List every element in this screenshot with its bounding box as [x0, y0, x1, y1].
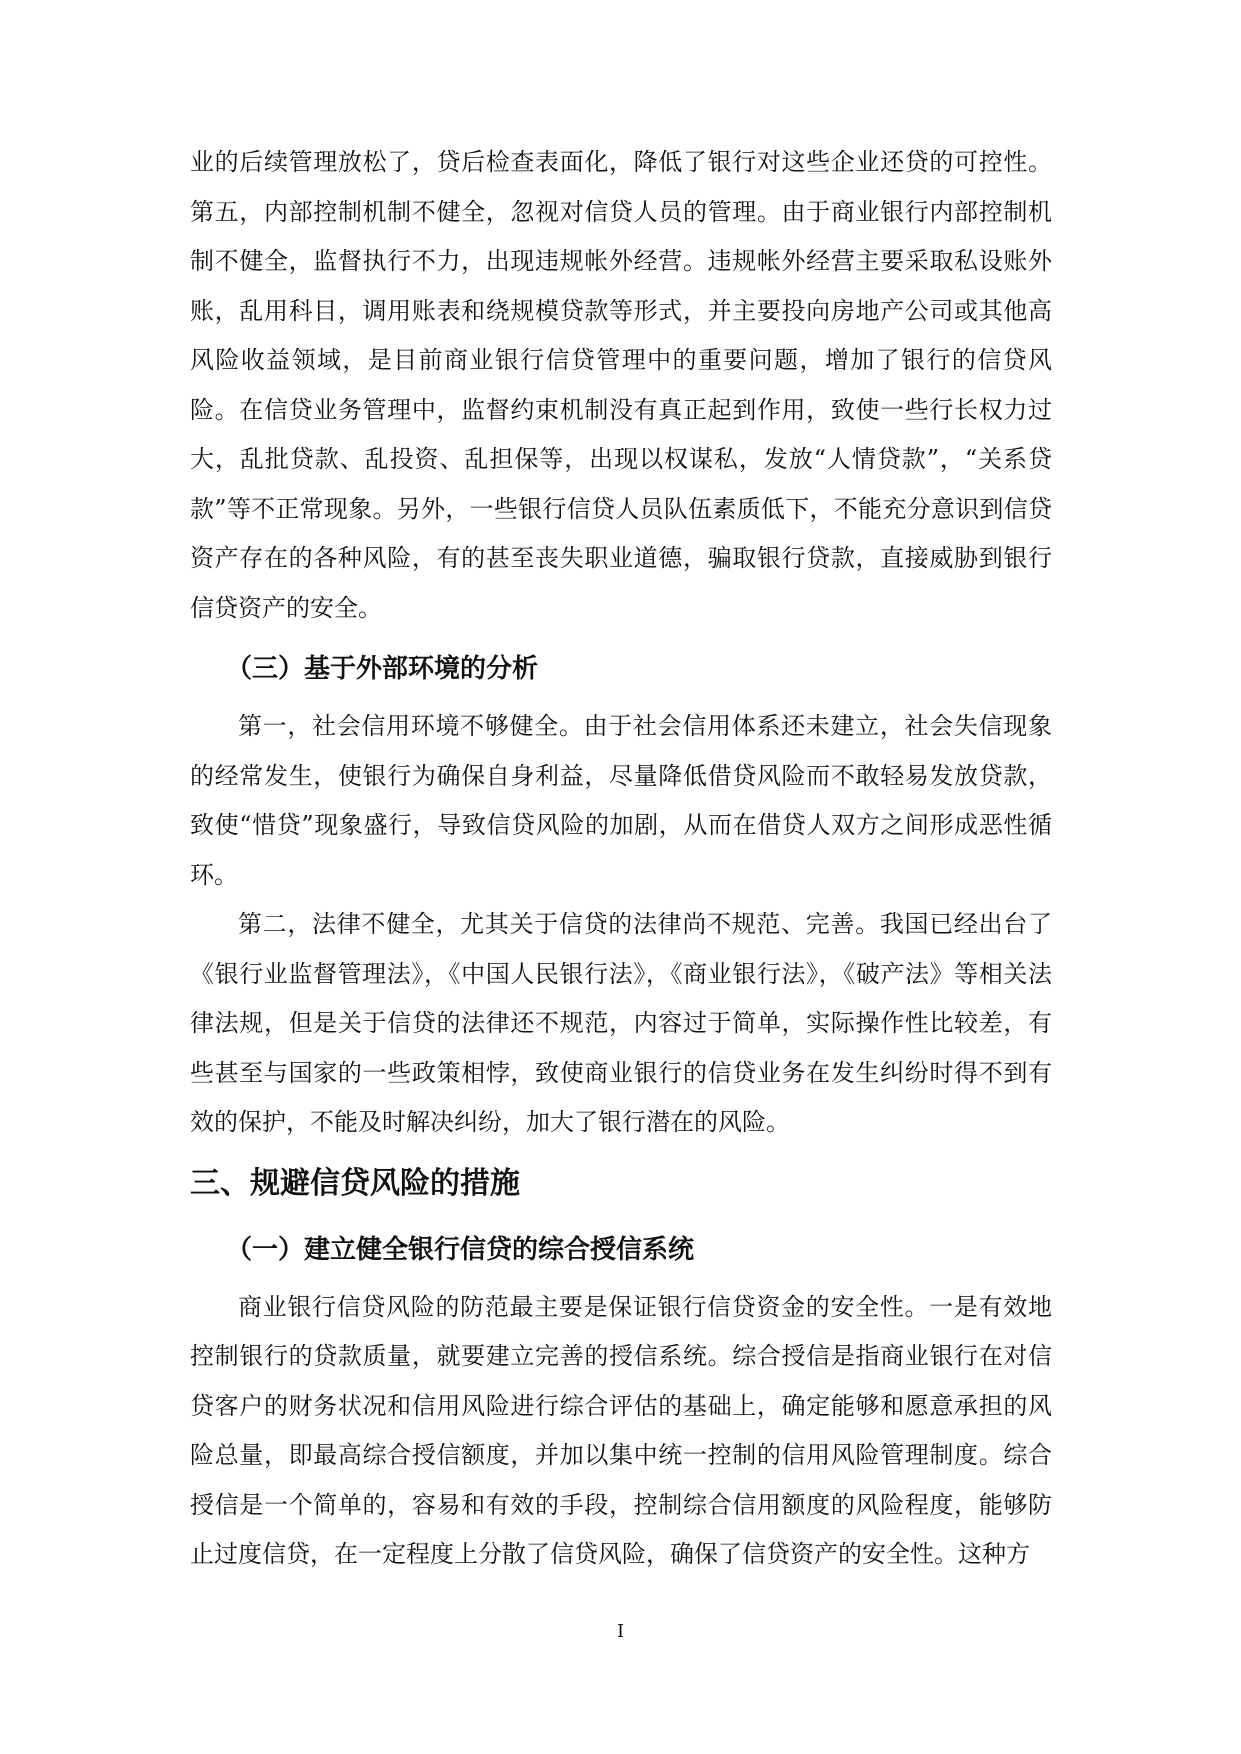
paragraph-credit-environment: 第一，社会信用环境不够健全。由于社会信用体系还未建立，社会失信现象的经常发生，使银行为确保自身利益，尽量降低借贷风险而不敢轻易发放贷款，致使“惜贷”现象盛行，导致信贷风险的加剧，从而在借贷人双方之间形成恶性循环。 [190, 712, 1052, 889]
body-text [190, 138, 1052, 1580]
heading-external-environment: （三）基于外部环境的分析 [226, 654, 539, 684]
page-number: I [616, 1621, 625, 1642]
paragraph-internal-control: 业的后续管理放松了，贷后检查表面化，降低了银行对这些企业还贷的可控性。第五，内部控制机制不健全，忽视对信贷人员的管理。由于商业银行内部控制机制不健全，监督执行不力，出现违规帐外经营。违规帐外经营主要采取私设账外账，乱用科目，调用账表和绕规模贷款等形式，并主要投向房地产公司或其他高风险收益领域，是目前商业银行信贷管理中的重要问题，增加了银行的信贷风险。在信贷业务管理中，监督约束机制没有真正起到作用，致使一些行长权力过大，乱批贷款、乱投资、乱担保等，出现以权谋私，发放“人情贷款”，“关系贷款”等不正常现象。另外，一些银行信贷人员队伍素质低下，不能充分意识到信贷资产存在的各种风险，有的甚至丧失职业道德，骗取银行贷款，直接威胁到银行信贷资产的安全。 [190, 148, 1052, 622]
heading-comprehensive-credit-system: （一）建立健全银行信贷的综合授信系统 [226, 1234, 695, 1265]
heading-risk-avoidance-measures: 三、规避信贷风险的措施 [190, 1165, 520, 1201]
paragraph-comprehensive-credit: 商业银行信贷风险的防范最主要是保证银行信贷资金的安全性。一是有效地控制银行的贷款质量，就要建立完善的授信系统。综合授信是指商业银行在对信贷客户的财务状况和信用风险进行综合评估的基础上，确定能够和愿意承担的风险总量，即最高综合授信额度，并加以集中统一控制的信用风险管理制度。综合授信是一个简单的，容易和有效的手段，控制综合信用额度的风险程度，能够防止过度信贷，在一定程度上分散了信贷风险，确保了信贷资产的安全性。这种方 [190, 1292, 1052, 1568]
paragraph-legal-framework: 第二，法律不健全，尤其关于信贷的法律尚不规范、完善。我国已经出台了《银行业监督管理法》，《中国人民银行法》，《商业银行法》，《破产法》等相关法律法规，但是关于信贷的法律还不规范，内容过于简单，实际操作性比较差，有些甚至与国家的一些政策相悖，致使商业银行的信贷业务在发生纠纷时得不到有效的保护，不能及时解决纠纷，加大了银行潜在的风险。 [190, 910, 1052, 1136]
